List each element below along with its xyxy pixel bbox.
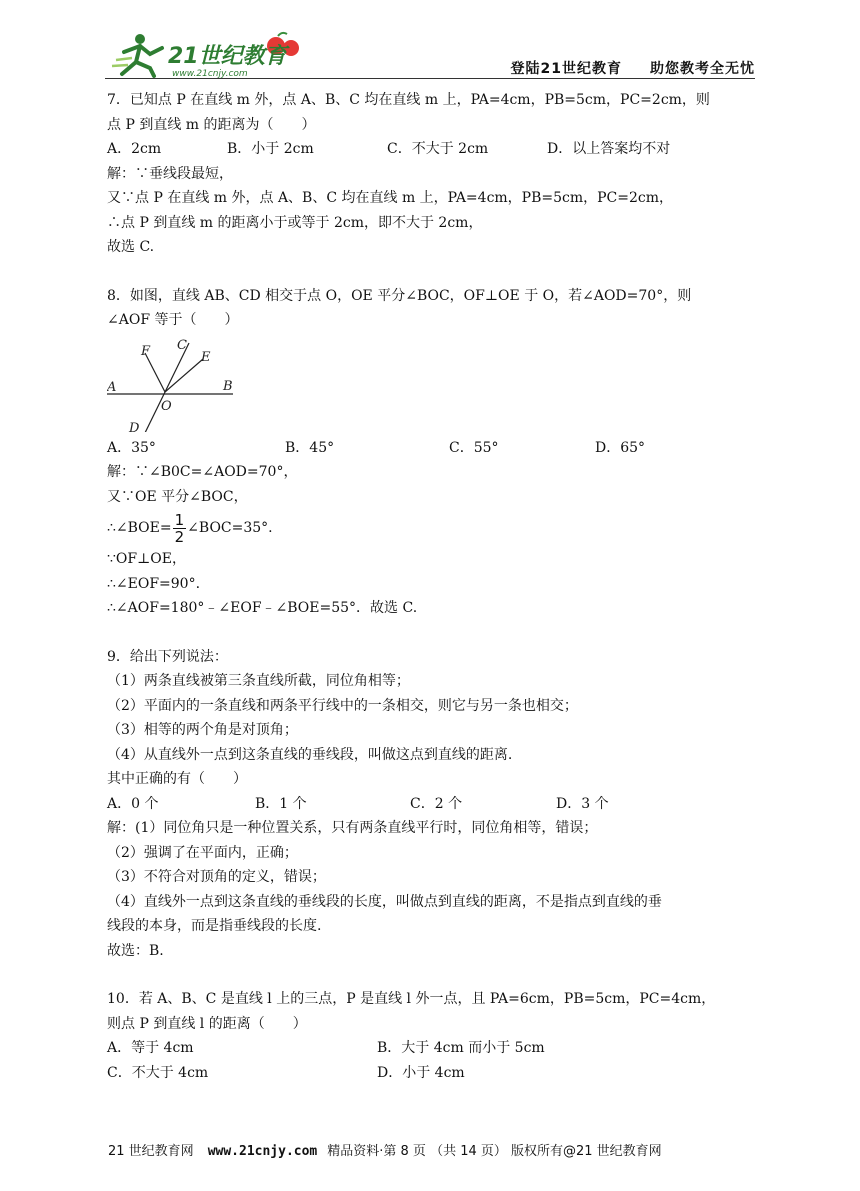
fraction-one-half [173,512,187,545]
q8-solution-1: 解：∵∠B0C=∠AOD=70°， [107,464,298,480]
label-e: E [201,349,211,365]
page-content [107,88,757,1085]
page-footer [108,1140,662,1159]
q9-statement-1: （1）两条直线被第三条直线所截，同位角相等； [107,673,410,689]
q7-solution-4: 故选 C. [107,239,155,255]
q9-question: 其中正确的有（ ） [107,771,247,787]
q9-option-b: B．1 个 [255,795,307,812]
q8-solution-6: ∴∠AOF=180°﹣∠EOF﹣∠BOE=55°．故选 C. [107,600,418,616]
q8-option-c: C．55° [449,439,499,456]
q7-solution-3: ∴点 P 到直线 m 的距离小于或等于 2cm，即不大于 2cm， [107,214,483,231]
q9-statement-2: （2）平面内的一条直线和两条平行线中的一条相交，则它与另一条也相交； [107,697,578,714]
q10-options-row2 [107,1061,757,1086]
label-f: F [141,343,151,359]
q9-solution-4: （4）直线外一点到这条直线的垂线段的长度，叫做点到直线的距离，不是指点到直线的垂 [107,893,662,910]
q7-option-a: A．2cm [107,141,162,157]
q7-options [107,137,757,162]
q9-solution-6: 故选：B. [107,942,164,959]
logo-url: www.21cnjy.com [172,69,248,79]
q7-option-c: C．不大于 2cm [387,141,489,157]
q9-option-c: C．2 个 [410,795,463,812]
slogan-right: 助您教考全无忧 [650,61,755,77]
fraction-denominator: 2 [174,527,185,546]
q9-statement-4: （4）从直线外一点到这条直线的垂线段，叫做这点到直线的距离. [107,746,513,763]
q7-option-b: B．小于 2cm [227,141,314,157]
q9-solution-1: 解：(1）同位角只是一种位置关系，只有两条直线平行时，同位角相等，错误； [107,820,598,836]
label-o: O [161,398,172,414]
q7-solution-2: 又∵点 P 在直线 m 外，点 A、B、C 均在直线 m 上，PA=4cm，PB=5cm，PC=2cm， [107,190,674,206]
label-a: A [107,379,117,395]
q8-solution-2: 又∵OE 平分∠BOC， [107,488,248,505]
slogan-left: 登陆21世纪教育 [510,61,622,77]
q8-stem-line1: 8．如图，直线 AB、CD 相交于点 O，OE 平分∠BOC，OF⊥OE 于 O，若∠AOD=70°，则 [107,287,692,304]
q7-stem-line2: 点 P 到直线 m 的距离为（ ） [107,116,316,133]
q8-option-d: D．65° [595,439,646,456]
q8-solution-5: ∴∠EOF=90°. [107,575,201,592]
q10-option-b: B．大于 4cm 而小于 5cm [377,1040,545,1056]
q9-option-d: D．3 个 [556,795,609,812]
footer-site-link[interactable]: www.21cnjy.com [207,1144,318,1159]
q10-option-d: D．小于 4cm [377,1064,465,1081]
runner-icon [112,34,162,76]
q10-option-c: C．不大于 4cm [107,1064,209,1081]
q9-solution-2: （2）强调了在平面内，正确； [107,844,298,861]
header-slogan [483,58,755,78]
q9-stem: 9．给出下列说法： [107,648,228,665]
q8-geometry-figure [107,337,247,432]
header-divider [105,78,755,79]
q8-option-a: A．35° [107,439,156,456]
q10-option-a: A．等于 4cm [107,1040,194,1056]
page-header [105,28,755,80]
q9-statement-3: （3）相等的两个角是对顶角； [107,722,298,738]
logo [110,30,310,80]
logo-text: 21世纪教育 [168,44,287,69]
footer-right: 精品资料·第 8 页 （共 14 页） 版权所有@21 世纪教育网 [327,1144,662,1159]
ray-oe [165,359,203,392]
q9-solution-5: 线段的本身，而是指垂线段的长度. [107,918,322,934]
q10-options-row1 [107,1036,757,1061]
q8-stem-line2: ∠AOF 等于（ ） [107,312,239,328]
q9-solution-3: （3）不符合对顶角的定义，错误； [107,869,326,885]
q10-stem-line2: 则点 P 到直线 l 的距离（ ） [107,1015,307,1032]
q9-option-a: A．0 个 [107,795,159,812]
q8-solution-3-pre: ∴∠BOE= [107,520,172,536]
label-d: D [129,420,140,432]
q7-stem-line1: 7．已知点 P 在直线 m 外，点 A、B、C 均在直线 m 上，PA=4cm，PB=5cm，PC=2cm，则 [107,92,710,108]
q10-stem-line1: 10．若 A、B、C 是直线 l 上的三点，P 是直线 l 外一点，且 PA=6cm，PB=5cm，PC=4cm， [107,991,716,1007]
q7-solution-1: 解：∵垂线段最短， [107,165,233,182]
footer-left: 21 世纪教育网 [108,1144,194,1159]
q9-options [107,792,757,817]
q8-solution-4: ∵OF⊥OE， [107,551,186,567]
q8-option-b: B．45° [285,439,335,456]
q8-solution-3-post: ∠BOC=35°. [187,520,273,536]
label-b: B [223,378,233,394]
fraction-numerator: 1 [174,510,185,529]
q8-solution-3 [107,509,757,547]
q8-options [107,436,757,461]
label-c: C [177,337,187,353]
q7-option-d: D．以上答案均不对 [547,141,671,157]
